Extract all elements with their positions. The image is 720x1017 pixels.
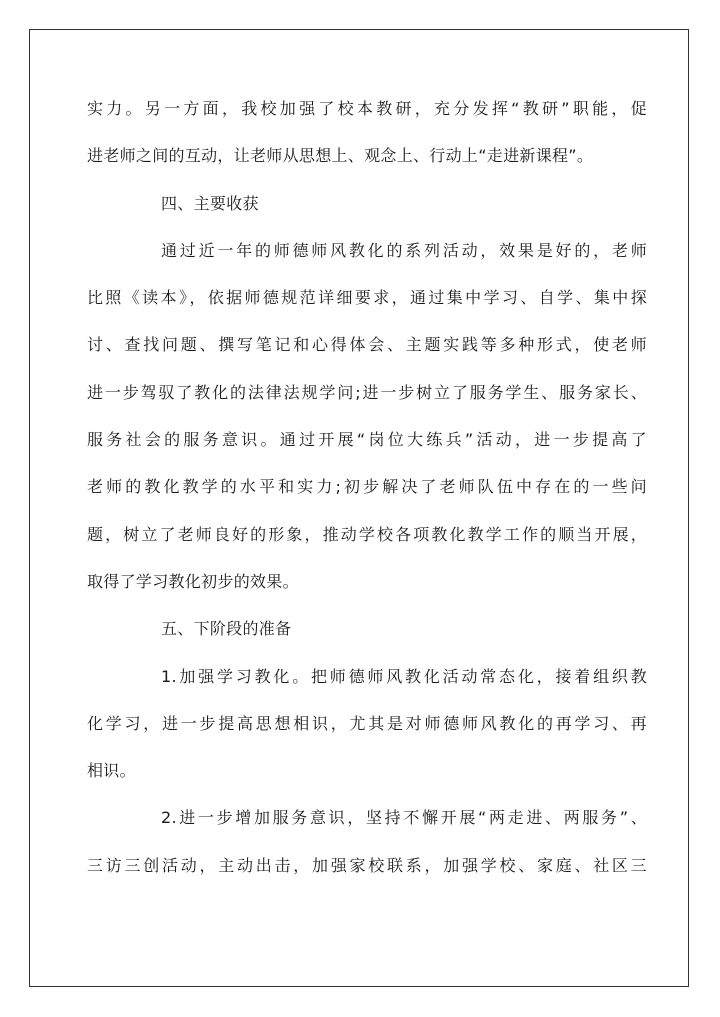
paragraph-line: 取得了学习教化初步的效果。 (87, 571, 299, 591)
document-body (87, 94, 647, 898)
paragraph-line: 老师的教化教学的水平和实力;初步解决了老师队伍中存在的一些问 (87, 477, 647, 497)
paragraph-line: 通过近一年的师德师风教化的系列活动，效果是好的，老师 (161, 240, 647, 260)
paragraph-line: 化学习，进一步提高思想相识，尤其是对师德师风教化的再学习、再 (87, 713, 647, 733)
paragraph-line: 三访三创活动，主动出击，加强家校联系，加强学校、家庭、社区三 (87, 855, 647, 875)
paragraph-line: 2.进一步增加服务意识，坚持不懈开展“两走进、两服务”、 (161, 808, 647, 828)
paragraph-line: 服务社会的服务意识。通过开展“岗位大练兵”活动，进一步提高了 (87, 430, 647, 450)
section-heading-next-stage: 五、下阶段的准备 (161, 619, 292, 639)
section-heading-harvest: 四、主要收获 (161, 193, 259, 213)
paragraph-line: 实力。另一方面，我校加强了校本教研，充分发挥“教研”职能，促 (87, 99, 647, 118)
paragraph-line: 1.加强学习教化。把师德师风教化活动常态化，接着组织教 (161, 666, 647, 686)
paragraph-line: 进老师之间的互动，让老师从思想上、观念上、行动上“走进新课程”。 (87, 146, 594, 166)
paragraph-line: 进一步驾驭了教化的法律法规学问;进一步树立了服务学生、服务家长、 (87, 382, 647, 402)
paragraph-line: 比照《读本》，依据师德规范详细要求，通过集中学习、自学、集中探 (87, 288, 647, 308)
paragraph-line: 相识。 (87, 761, 136, 781)
paragraph-line: 讨、查找问题、撰写笔记和心得体会、主题实践等多种形式，使老师 (87, 335, 647, 355)
paragraph-line: 题，树立了老师良好的形象，推动学校各项教化教学工作的顺当开展， (87, 524, 647, 544)
